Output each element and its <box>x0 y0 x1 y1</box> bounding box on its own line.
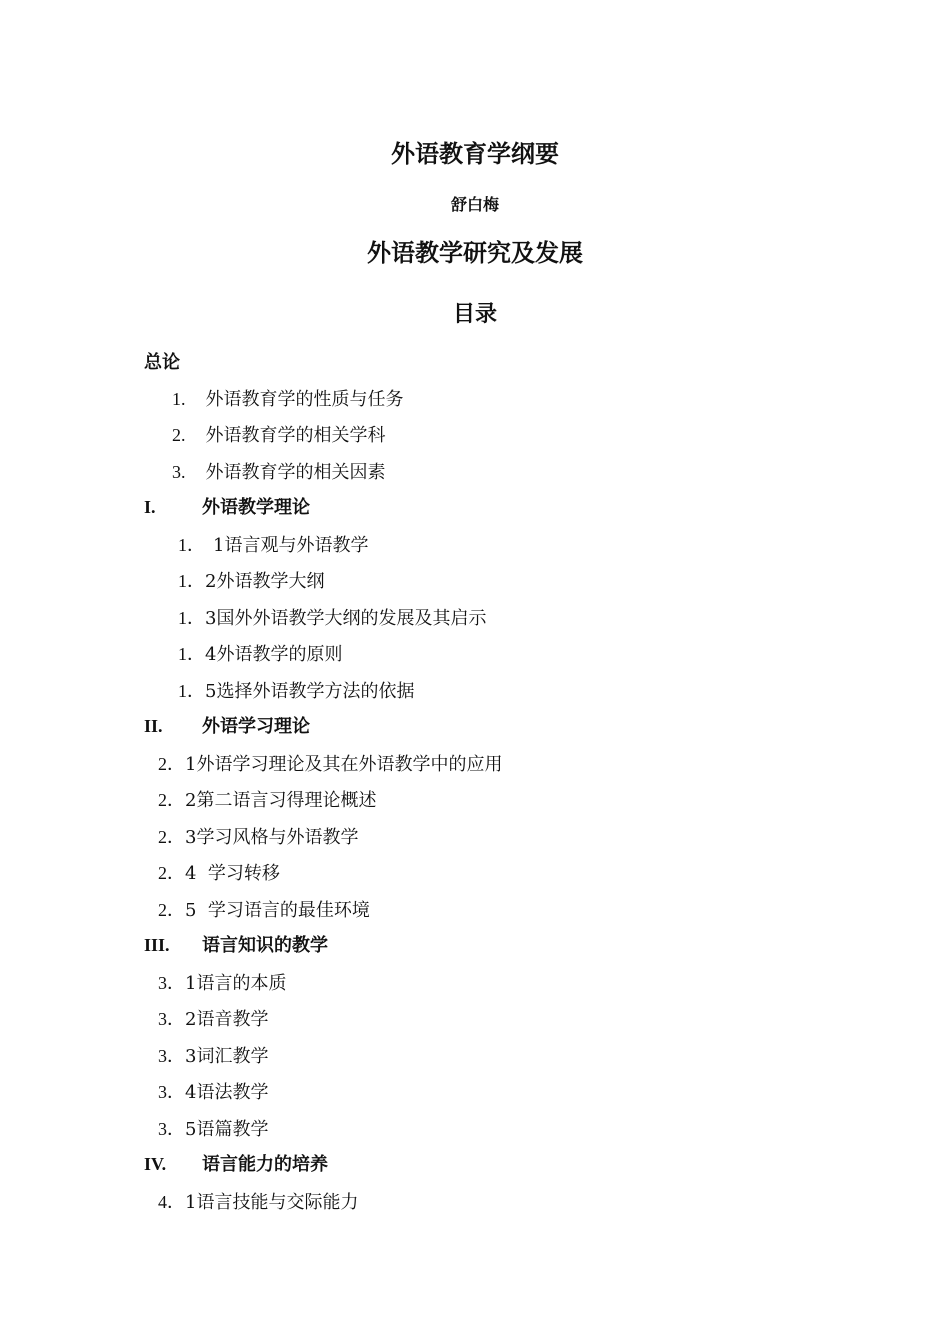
toc-item-text: 2第二语言习得理论概述 <box>185 790 377 811</box>
toc-section-3[interactable]: 语言知识的教学 <box>202 935 328 956</box>
toc-item-text: 2语音教学 <box>185 1009 269 1030</box>
toc-item[interactable] <box>178 533 368 558</box>
toc-item[interactable] <box>172 387 404 412</box>
toc-item-number: 3． <box>158 1046 185 1066</box>
toc-item-text: 5 学习语言的最佳环境 <box>185 900 370 921</box>
toc-item[interactable] <box>158 788 376 813</box>
toc-item-text: 3学习风格与外语教学 <box>185 827 359 848</box>
section-numeral: IV. <box>144 1154 167 1174</box>
toc-item-number: 3. <box>172 462 186 482</box>
toc-item-text: 1语言观与外语教学 <box>213 535 369 556</box>
toc-item-number: 2． <box>158 863 185 883</box>
document-title: 外语教育学纲要 <box>391 140 559 168</box>
toc-item-number: 1. <box>172 389 186 409</box>
toc-item-number: 3． <box>158 1009 185 1029</box>
toc-item-text: 1外语学习理论及其在外语教学中的应用 <box>185 754 503 775</box>
toc-item[interactable] <box>158 1190 358 1215</box>
toc-item[interactable] <box>178 569 324 594</box>
toc-item-text: 5语篇教学 <box>185 1119 269 1140</box>
author-name: 舒白梅 <box>450 195 499 214</box>
toc-item-number: 2． <box>158 827 185 847</box>
toc-item-number: 1． <box>178 535 205 555</box>
toc-item[interactable] <box>172 460 386 485</box>
toc-item[interactable] <box>158 861 280 886</box>
toc-item-number: 2． <box>158 790 185 810</box>
toc-item-number: 1． <box>178 644 205 664</box>
toc-item-text: 2外语教学大纲 <box>205 571 325 592</box>
section-numeral: I. <box>144 497 156 517</box>
toc-heading: 目录 <box>452 302 497 327</box>
toc-item-text: 5选择外语教学方法的依据 <box>205 681 415 702</box>
toc-item[interactable] <box>158 1080 268 1105</box>
toc-item[interactable] <box>158 752 502 777</box>
toc-item[interactable] <box>158 971 286 996</box>
toc-item-text: 3词汇教学 <box>185 1046 269 1067</box>
toc-item-text: 外语教育学的性质与任务 <box>205 389 404 410</box>
toc-item-text: 1语言技能与交际能力 <box>185 1192 359 1213</box>
toc-item-number: 2. <box>172 425 186 445</box>
toc-item-text: 外语教育学的相关学科 <box>205 425 386 446</box>
toc-item-text: 4 学习转移 <box>185 863 280 884</box>
section-numeral: II. <box>144 716 163 736</box>
toc-section-2[interactable]: 外语学习理论 <box>202 716 310 737</box>
toc-item-number: 3． <box>158 1119 185 1139</box>
toc-item[interactable] <box>178 642 342 667</box>
toc-item-number: 3． <box>158 1082 185 1102</box>
toc-item[interactable] <box>158 898 370 923</box>
toc-item-text: 1语言的本质 <box>185 973 287 994</box>
toc-item[interactable] <box>158 1007 268 1032</box>
toc-item-number: 2． <box>158 754 185 774</box>
toc-item-number: 1． <box>178 571 205 591</box>
toc-item[interactable] <box>158 1117 268 1142</box>
toc-item-number: 3． <box>158 973 185 993</box>
toc-section-intro[interactable]: 总论 <box>144 352 180 373</box>
toc-item-number: 4． <box>158 1192 185 1212</box>
toc-item-text: 3国外外语教学大纲的发展及其启示 <box>205 608 487 629</box>
section-numeral: III. <box>144 935 170 955</box>
document-subtitle: 外语教学研究及发展 <box>367 239 583 267</box>
toc-item[interactable] <box>172 423 386 448</box>
toc-item[interactable] <box>158 1044 268 1069</box>
toc-item[interactable] <box>178 606 486 631</box>
toc-item-number: 1． <box>178 608 205 628</box>
toc-item[interactable] <box>178 679 414 704</box>
toc-item[interactable] <box>158 825 358 850</box>
toc-item-text: 外语教育学的相关因素 <box>205 462 386 483</box>
toc-section-1[interactable]: 外语教学理论 <box>202 497 310 518</box>
toc-item-number: 2． <box>158 900 185 920</box>
toc-item-text: 4语法教学 <box>185 1082 269 1103</box>
toc-item-number: 1． <box>178 681 205 701</box>
toc-item-text: 4外语教学的原则 <box>205 644 343 665</box>
toc-section-4[interactable]: 语言能力的培养 <box>202 1154 328 1175</box>
